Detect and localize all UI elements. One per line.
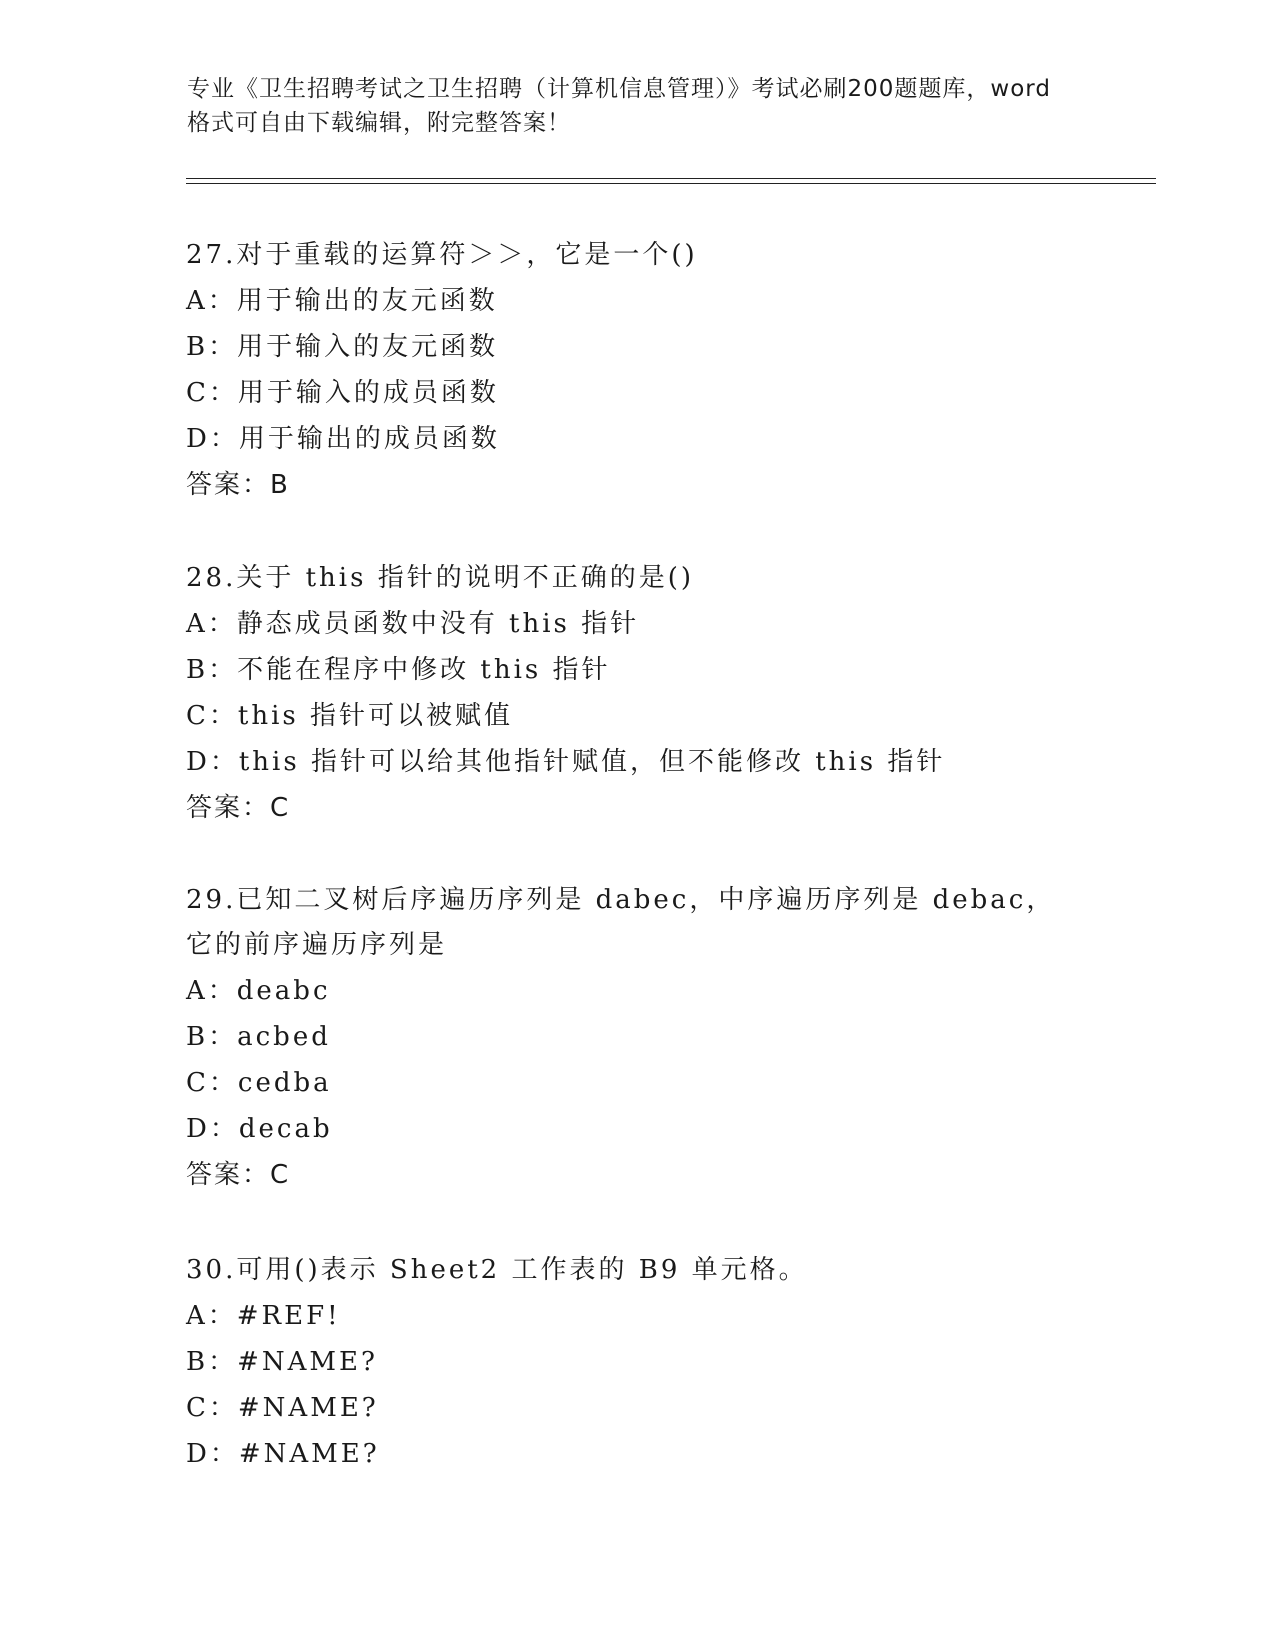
header-line-1: 专业《卫生招聘考试之卫生招聘（计算机信息管理）》考试必刷200题题库，word (187, 76, 1051, 102)
option-b: B：不能在程序中修改 this 指针 (186, 655, 611, 685)
header-divider-bottom (186, 183, 1156, 184)
option-b: B：#NAME? (186, 1347, 378, 1377)
option-d: D：#NAME? (186, 1439, 380, 1469)
question-28 (186, 555, 1086, 831)
header-divider-top (186, 178, 1156, 179)
answer: 答案：B (186, 470, 290, 500)
option-c: C：用于输入的成员函数 (186, 378, 499, 408)
answer: 答案：C (186, 793, 291, 823)
option-b: B：用于输入的友元函数 (186, 332, 499, 362)
question-stem: 29.已知二叉树后序遍历序列是 dabec，中序遍历序列是 debac，它的前序遍历序列是 (186, 885, 1056, 960)
option-d: D：decab (186, 1114, 333, 1144)
option-a: A：deabc (186, 976, 331, 1006)
question-30 (186, 1247, 1086, 1477)
option-c: C：cedba (186, 1068, 332, 1098)
answer: 答案：C (186, 1160, 291, 1190)
option-a: A：静态成员函数中没有 this 指针 (186, 609, 640, 639)
question-stem: 28.关于 this 指针的说明不正确的是() (186, 563, 695, 593)
question-stem: 30.可用()表示 Sheet2 工作表的 B9 单元格。 (186, 1255, 808, 1285)
question-27 (186, 232, 1086, 508)
option-c: C：#NAME? (186, 1393, 379, 1423)
option-c: C：this 指针可以被赋值 (186, 701, 514, 731)
option-a: A：用于输出的友元函数 (186, 286, 498, 316)
question-29 (186, 878, 1066, 1198)
question-stem: 27.对于重载的运算符＞＞，它是一个() (186, 240, 698, 270)
option-d: D：用于输出的成员函数 (186, 424, 500, 454)
option-a: A：#REF! (186, 1301, 341, 1331)
option-d: D：this 指针可以给其他指针赋值，但不能修改 this 指针 (186, 747, 946, 777)
option-b: B：acbed (186, 1022, 331, 1052)
document-header (187, 72, 1087, 140)
header-line-2: 格式可自由下载编辑，附完整答案！ (187, 110, 571, 136)
